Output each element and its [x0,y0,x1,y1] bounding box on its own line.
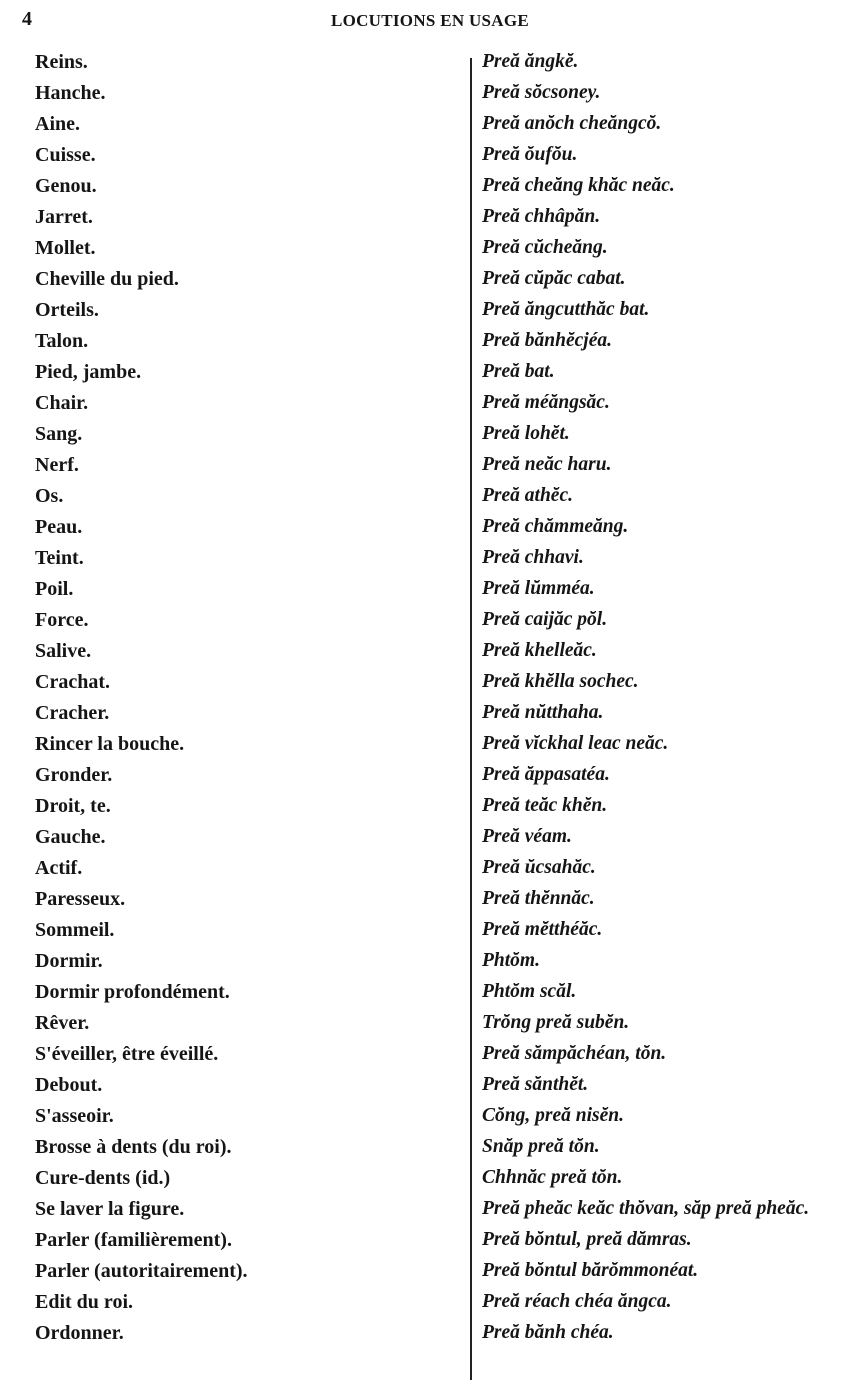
vocabulary-list [0,46,860,1348]
french-term: Edit du roi. [35,1291,133,1313]
vocabulary-entry [0,1069,860,1100]
khmer-translation: Preă neăc haru. [482,454,612,475]
vocabulary-entry [0,852,860,883]
french-term: Peau. [35,516,83,538]
khmer-translation: Preă bănh chéa. [482,1322,614,1343]
french-term: Gronder. [35,764,113,786]
french-term: Parler (familièrement). [35,1229,232,1251]
khmer-translation: Cŏng, preă nisĕn. [482,1105,624,1126]
khmer-translation: Preă bănhĕcjéa. [482,330,612,351]
french-term: Cuisse. [35,144,96,166]
vocabulary-entry [0,201,860,232]
khmer-translation: Preă bŏntul, preă dămras. [482,1229,692,1250]
french-term: Rincer la bouche. [35,733,185,755]
khmer-translation: Preă cŭcheăng. [482,237,608,258]
khmer-translation: Preă caijăc pŏl. [482,609,608,630]
french-term: Cheville du pied. [35,268,179,290]
vocabulary-entry [0,1317,860,1348]
khmer-translation: Preă thĕnnăc. [482,888,595,909]
running-title: LOCUTIONS EN USAGE [330,11,530,30]
khmer-translation: Preă nŭtthaha. [482,702,604,723]
french-term: Sommeil. [35,919,115,941]
khmer-translation: Preă ŏufŏu. [482,144,578,165]
khmer-translation: Preă sănthĕt. [482,1074,589,1095]
vocabulary-entry [0,666,860,697]
khmer-translation: Preă anŏch cheăngcŏ. [482,113,662,134]
khmer-translation: Preă cŭpăc cabat. [482,268,626,289]
vocabulary-entry [0,418,860,449]
french-term: Dormir. [35,950,103,972]
french-term: Aine. [35,113,80,135]
vocabulary-entry [0,325,860,356]
french-term: Nerf. [35,454,79,476]
khmer-translation: Preă pheăc keăc thŏvan, săp preă pheăc. [482,1198,810,1219]
french-term: Genou. [35,175,97,197]
french-term: Poil. [35,578,74,600]
vocabulary-entry [0,1255,860,1286]
khmer-translation: Preă vĭckhal leac neăc. [482,733,669,754]
french-term: Ordonner. [35,1322,124,1344]
khmer-translation: Chhnăc preă tŏn. [482,1167,623,1188]
khmer-translation: Preă bat. [482,361,555,382]
khmer-translation: Preă lŭmméa. [482,578,595,599]
khmer-translation: Phtŏm scăl. [482,981,577,1002]
khmer-translation: Preă lohĕt. [482,423,570,444]
khmer-translation: Preă ŭcsahăc. [482,857,596,878]
french-term: Pied, jambe. [35,361,142,383]
french-term: S'éveiller, être éveillé. [35,1043,219,1065]
vocabulary-entry [0,263,860,294]
vocabulary-entry [0,883,860,914]
vocabulary-entry [0,1224,860,1255]
khmer-translation: Preă chhavi. [482,547,584,568]
khmer-translation: Preă khelleăc. [482,640,597,661]
khmer-translation: Preă teăc khĕn. [482,795,608,816]
khmer-translation: Trŏng preă subĕn. [482,1012,630,1033]
french-term: S'asseoir. [35,1105,114,1127]
french-term: Jarret. [35,206,93,228]
vocabulary-entry [0,77,860,108]
vocabulary-entry [0,46,860,77]
vocabulary-entry [0,542,860,573]
khmer-translation: Preă sămpăchéan, tŏn. [482,1043,667,1064]
french-term: Dormir profondément. [35,981,230,1003]
khmer-translation: Preă khĕlla sochec. [482,671,639,692]
khmer-translation: Preă sŏcsoney. [482,82,601,103]
french-term: Reins. [35,51,88,73]
vocabulary-entry [0,728,860,759]
vocabulary-entry [0,1162,860,1193]
french-term: Crachat. [35,671,110,693]
vocabulary-entry [0,1193,860,1224]
khmer-translation: Preă ăngcutthăc bat. [482,299,650,320]
french-term: Orteils. [35,299,99,321]
khmer-translation: Preă chhâpăn. [482,206,601,227]
vocabulary-entry [0,170,860,201]
vocabulary-entry [0,976,860,1007]
khmer-translation: Preă méăngsăc. [482,392,610,413]
vocabulary-entry [0,1038,860,1069]
vocabulary-entry [0,1100,860,1131]
french-term: Teint. [35,547,84,569]
vocabulary-entry [0,1131,860,1162]
khmer-translation: Preă bŏntul bărŏmmonéat. [482,1260,699,1281]
page-header [0,0,860,40]
khmer-translation: Preă ăngkĕ. [482,51,579,72]
french-term: Sang. [35,423,83,445]
khmer-translation: Preă véam. [482,826,572,847]
vocabulary-entry [0,1286,860,1317]
vocabulary-entry [0,790,860,821]
vocabulary-entry [0,697,860,728]
khmer-translation: Preă ăppasatéa. [482,764,610,785]
khmer-translation: Preă mĕtthéăc. [482,919,603,940]
khmer-translation: Preă chămmeăng. [482,516,629,537]
french-term: Cure-dents (id.) [35,1167,171,1189]
french-term: Os. [35,485,64,507]
vocabulary-entry [0,232,860,263]
french-term: Debout. [35,1074,103,1096]
vocabulary-entry [0,511,860,542]
french-term: Parler (autoritairement). [35,1260,248,1282]
french-term: Brosse à dents (du roi). [35,1136,232,1158]
vocabulary-entry [0,914,860,945]
vocabulary-entry [0,945,860,976]
french-term: Talon. [35,330,89,352]
vocabulary-entry [0,108,860,139]
vocabulary-entry [0,480,860,511]
khmer-translation: Preă cheăng khăc neăc. [482,175,675,196]
french-term: Mollet. [35,237,96,259]
french-term: Salive. [35,640,92,662]
french-term: Cracher. [35,702,110,724]
khmer-translation: Phtŏm. [482,950,540,971]
french-term: Paresseux. [35,888,126,910]
vocabulary-entry [0,139,860,170]
vocabulary-entry [0,1007,860,1038]
vocabulary-entry [0,449,860,480]
french-term: Droit, te. [35,795,111,817]
vocabulary-entry [0,759,860,790]
vocabulary-entry [0,821,860,852]
french-term: Se laver la figure. [35,1198,185,1220]
khmer-translation: Preă athĕc. [482,485,573,506]
vocabulary-entry [0,604,860,635]
khmer-translation: Preă réach chéa ăngca. [482,1291,672,1312]
french-term: Force. [35,609,89,631]
page-number: 4 [22,8,32,30]
vocabulary-entry [0,573,860,604]
french-term: Hanche. [35,82,106,104]
vocabulary-entry [0,635,860,666]
french-term: Rêver. [35,1012,90,1034]
vocabulary-entry [0,356,860,387]
vocabulary-entry [0,294,860,325]
french-term: Actif. [35,857,83,879]
vocabulary-entry [0,387,860,418]
french-term: Gauche. [35,826,106,848]
khmer-translation: Snăp preă tŏn. [482,1136,600,1157]
french-term: Chair. [35,392,89,414]
